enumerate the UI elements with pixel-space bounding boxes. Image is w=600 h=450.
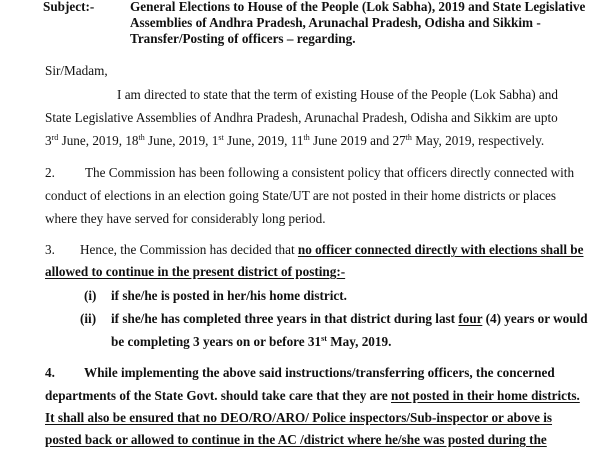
salutation: Sir/Madam, xyxy=(45,63,108,78)
para2-line-3: where they have served for considerably long period. xyxy=(45,211,326,226)
para1-dates-line: 3rd June, 2019, 18th June, 2019, 1st June, 2019, 11th June 2019 and 27th May, 2019, respectively. xyxy=(45,133,545,148)
para3-item-1-marker: (i) xyxy=(84,288,97,303)
para2-line-2: conduct of elections in an election going State/UT are not posted in their home districts or places xyxy=(45,188,557,203)
para4-number: 4. xyxy=(45,365,55,380)
para1-line-2: State Legislative Assemblies of Andhra Pradesh, Arunachal Pradesh, Odisha and Sikkim are upto xyxy=(45,110,558,125)
subject-line-3: Transfer/Posting of officers – regarding. xyxy=(130,31,356,46)
para3-item-2-line-1: if she/he has completed three years in that district during last four (4) years or would xyxy=(111,311,588,326)
para2-number: 2. xyxy=(45,165,55,180)
para3-four: four xyxy=(458,311,483,326)
para2-line-1: The Commission has been following a consistent policy that officers directly connected with xyxy=(85,165,575,180)
para4-line-1: While implementing the above said instructions/transferring officers, the concerned xyxy=(84,365,555,380)
para3-item-2-line-2: be completing 3 years on or before 31st May, 2019. xyxy=(111,334,392,349)
para3-item-2-marker: (ii) xyxy=(80,311,97,326)
para4-not-posted: not posted in their home districts. xyxy=(391,388,580,403)
para4-line-2: departments of the State Govt. should take care that they are not posted in their home districts. xyxy=(45,388,580,403)
para4-line-3: It shall also be ensured that no DEO/RO/ARO/ Police inspectors/Sub-inspector or above is xyxy=(45,410,553,425)
para4-line-4: posted back or allowed to continue in the AC /district where he/she was posted during the xyxy=(45,432,547,447)
subject-line-2: Assemblies of Andhra Pradesh, Arunachal Pradesh, Odisha and Sikkim - xyxy=(130,15,541,30)
para3-line-1: Hence, the Commission has decided that no officer connected directly with elections shall be xyxy=(80,242,584,257)
subject-label: Subject:- xyxy=(43,0,95,14)
subject-line-1: General Elections to House of the People (Lok Sabha), 2019 and State Legislative xyxy=(130,0,586,14)
para3-emphasis-2: allowed to continue in the present district of posting:- xyxy=(45,264,346,279)
para3-emphasis-1: no officer connected directly with elections shall be xyxy=(297,242,584,257)
para3-item-1-text: if she/he is posted in her/his home district. xyxy=(111,288,347,303)
para3-number: 3. xyxy=(45,242,55,257)
para1-line-1: I am directed to state that the term of existing House of the People (Lok Sabha) and xyxy=(117,87,558,102)
